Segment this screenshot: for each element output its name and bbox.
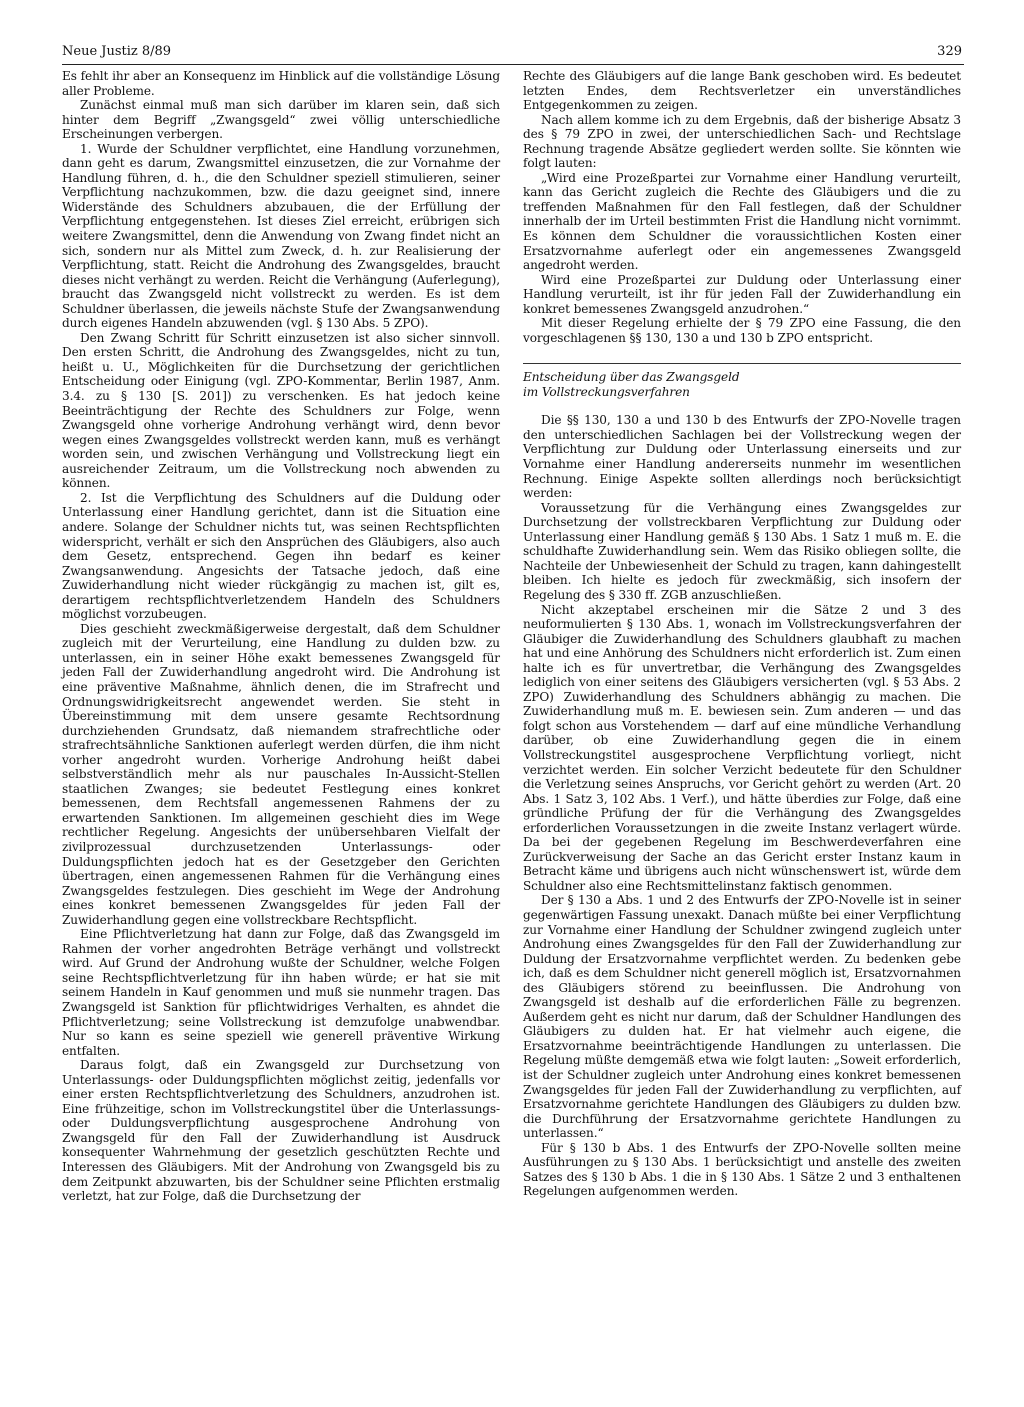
right-column <box>523 69 961 1199</box>
paragraph: Dies geschieht zweckmäßigerweise dergestalt, daß dem Schuldner zugleich mit der Verurteilung, eine Handlung zu dulden bzw. zu unterlassen, ein in seiner Höhe exakt bemessenes Zwangsgeld für jeden Fall der Zuwiderhandlung angedroht wird. Die Androhung ist eine präventive Maßnahme, ähnlich denen, die im Strafrecht und Ordnungswidrigkeitsrecht angewendet werden. Sie steht in Übereinstimmung mit dem unsere gesamte Rechtsordnung durchziehenden Grundsatz, daß niemandem strafrechtliche oder strafrechtsähnliche Sanktionen auferlegt werden dürfen, die ihm nicht vorher angedroht wurden. Vorherige Androhung heißt dabei selbstverständlich mehr als nur pauschales In-Aussicht-Stellen staatlichen Zwanges; sie bedeutet Festlegung eines konkret bemessenen, dem Rechtsfall angemessenen Rahmens der zu erwartenden Sanktionen. Im allgemeinen geschieht dies im Wege rechtlicher Regelung. Angesichts der unübersehbaren Vielfalt der zivilprozessual durchzusetzenden Unterlassungs- oder Duldungspflichten jedoch hat es der Gesetzgeber den Gerichten übertragen, einen angemessenen Rahmen für die Verhängung eines Zwangsgeldes festzulegen. Dies geschieht im Wege der Androhung eines konkret bemessenen Zwangsgeldes für jeden Fall der Zuwiderhandlung gegen eine vollstreckbare Rechtspflicht. <box>62 621 500 927</box>
paragraph: Die §§ 130, 130 a und 130 b des Entwurfs der ZPO-Novelle tragen den unterschiedlichen Sachlagen bei der Vollstreckung wegen der Verpflichtung zur Duldung oder Unterlassung einerseits und zur Vornahme einer Handlung andererseits nunmehr im wesentlichen Rechnung. Einige Aspekte sollten allerdings noch berücksichtigt werden: <box>523 413 961 501</box>
paragraph: Rechte des Gläubigers auf die lange Bank geschoben wird. Es bedeutet letzten Endes, dem Rechtsverletzer ein unverständliches Entgegenkommen zu zeigen. <box>523 69 961 113</box>
section-heading-line-1: Entscheidung über das Zwangsgeld <box>523 370 740 385</box>
paragraph: Daraus folgt, daß ein Zwangsgeld zur Durchsetzung von Unterlassungs- oder Duldungspflichten möglichst zeitig, jedenfalls vor einer ersten Rechtspflichtverletzung des Schuldners, anzudrohen ist. Eine frühzeitige, schon im Vollstreckungstitel über die Unterlassungs- oder Duldungsverpflichtung ausgesprochene Androhung von Zwangsgeld für den Fall der Zuwiderhandlung ist Ausdruck konsequenter Wahrnehmung der gesetzlich geschützten Rechte und Interessen des Gläubigers. Mit der Androhung von Zwangsgeld bis zu dem Zeitpunkt abzuwarten, bis der Schuldner seine Pflichten erstmalig verletzt, hat zur Folge, daß die Durchsetzung der <box>62 1058 500 1204</box>
paragraph: Der § 130 a Abs. 1 und 2 des Entwurfs der ZPO-Novelle ist in seiner gegenwärtigen Fassung unexakt. Danach müßte bei einer Verpflichtung zur Vornahme einer Handlung der Schuldner zwingend zugleich unter Androhung eines Zwangsgeldes für den Fall der Zuwiderhandlung zur Duldung der Ersatzvornahme verpflichtet werden. Zu bedenken gebe ich, daß es dem Schuldner nicht generell möglich ist, Ersatzvornahmen des Gläubigers störend zu beeinflussen. Die Androhung von Zwangsgeld ist deshalb auf die erforderlichen Fälle zu begrenzen. Außerdem geht es nicht nur darum, daß der Schuldner Handlungen des Gläubigers zu dulden hat. Er hat vielmehr auch eigene, die Ersatzvornahme beeinträchtigende Handlungen zu unterlassen. Die Regelung müßte demgemäß etwa wie folgt lauten: „Soweit erforderlich, ist der Schuldner zugleich unter Androhung eines konkret bemessenen Zwangsgeldes für jeden Fall der Zuwiderhandlung zu verpflichten, auf Ersatzvornahme gerichtete Handlungen des Gläubigers zu dulden bzw. die Durchführung der Ersatzvornahme gerichtete Handlungen zu unterlassen.“ <box>523 893 961 1141</box>
paragraph: Zunächst einmal muß man sich darüber im klaren sein, daß sich hinter dem Begriff „Zwangsgeld“ zwei völlig unterschiedliche Erscheinungen verbergen. <box>62 98 500 142</box>
paragraph: 2. Ist die Verpflichtung des Schuldners auf die Duldung oder Unterlassung einer Handlung gerichtet, dann ist die Situation eine andere. Solange der Schuldner nichts tut, was seinen Rechtspflichten widerspricht, verhält er sich den Ansprüchen des Gläubigers, also auch dem Gesetz, entsprechend. Gegen ihn bedarf es keiner Zwangsanwendung. Angesichts der Tatsache jedoch, daß eine Zuwiderhandlung nicht wieder rückgängig zu machen ist, gilt es, derartigem rechtspflichtverletzendem Handeln des Schuldners möglichst vorzubeugen. <box>62 490 500 622</box>
paragraph: Den Zwang Schritt für Schritt einzusetzen ist also sicher sinnvoll. Den ersten Schritt, die Androhung des Zwangsgeldes, nicht zu tun, heißt u. U., Möglichkeiten für die Durchsetzung der gerichtlichen Entscheidung oder Einigung (vgl. ZPO-Kommentar, Berlin 1987, Anm. 3.4. zu § 130 [S. 201]) zu verschenken. Es hat jedoch keine Beeinträchtigung der Rechte des Schuldners zur Folge, wenn Zwangsgeld ohne vorherige Androhung verhängt wird, denn bevor wegen eines Zwangsgeldes vollstreckt werden kann, muß es verhängt worden sein, und zwischen Verhängung und Vollstreckung liegt ein ausreichender Zeitraum, um die Vollstreckung noch abwenden zu können. <box>62 330 500 491</box>
header-rule <box>62 64 964 65</box>
paragraph: Nach allem komme ich zu dem Ergebnis, daß der bisherige Absatz 3 des § 79 ZPO in zwei, der unterschiedlichen Sach- und Rechtslage Rechnung tragende Absätze gegliedert werden sollte. Sie könnten wie folgt lauten: <box>523 112 961 171</box>
paragraph: Voraussetzung für die Verhängung eines Zwangsgeldes zur Durchsetzung der vollstreckbaren Verpflichtung zur Duldung oder Unterlassung einer Handlung gemäß § 130 Abs. 1 Satz 1 muß m. E. die schuldhafte Zuwiderhandlung sein. Wem das Risiko obliegen sollte, die Nachteile der Unbewiesenheit der Schuld zu tragen, kann dahingestellt bleiben. Ich hielte es jedoch für zweckmäßig, sich insofern der Regelung des § 330 ff. ZGB anzuschließen. <box>523 500 961 602</box>
paragraph: 1. Wurde der Schuldner verpflichtet, eine Handlung vorzunehmen, dann geht es darum, Zwangsmittel einzusetzen, die zur Vornahme der Handlung führen, d. h., die den Schuldner speziell stimulieren, seiner Verpflichtung nachzukommen, bzw. die dazu geeignet sind, innere Widerstände des Schuldners abzubauen, die der Erfüllung der Verpflichtung entgegenstehen. Ist dieses Ziel erreicht, erübrigen sich weitere Zwangsmittel, denn die Anwendung von Zwang findet nicht an sich, sondern nur als Mittel zum Zweck, d. h. zur Realisierung der Verpflichtung, statt. Reicht die Androhung des Zwangsgeldes, braucht dieses nicht verhängt zu werden. Reicht die Verhängung (Auferlegung), braucht das Zwangsgeld nicht vollstreckt zu werden. Es ist dem Schuldner überlassen, die jeweils nächste Stufe der Zwangsanwendung durch eigenes Handeln abzuwenden (vgl. § 130 Abs. 5 ZPO). <box>62 141 500 331</box>
paragraph: Eine Pflichtverletzung hat dann zur Folge, daß das Zwangsgeld im Rahmen der vorher angedrohten Beträge verhängt und vollstreckt wird. Auf Grund der Androhung wußte der Schuldner, welche Folgen seine Rechtspflichtverletzung für ihn haben würde; er hat sie mit seinem Handeln in Kauf genommen und muß sie nunmehr tragen. Das Zwangsgeld ist Sanktion für pflichtwidriges Verhalten, es ahndet die Pflichtverletzung; seine Vollstreckung ist demzufolge unabwendbar. Nur so kann es seine speziell wie generell präventive Wirkung entfalten. <box>62 927 500 1058</box>
section-divider <box>523 363 961 364</box>
paragraph: Für § 130 b Abs. 1 des Entwurfs der ZPO-Novelle sollten meine Ausführungen zu § 130 Abs. 1 berücksichtigt und anstelle des zweiten Satzes des § 130 b Abs. 1 die in § 130 Abs. 1 Sätze 2 und 3 enthaltenen Regelungen aufgenommen werden. <box>523 1140 961 1199</box>
paragraph: Mit dieser Regelung erhielte der § 79 ZPO eine Fassung, die den vorgeschlagenen §§ 130, 130 a und 130 b ZPO entspricht. <box>523 316 961 345</box>
page-number: 329 <box>937 44 962 59</box>
quote-paragraph: „Wird eine Prozeßpartei zur Vornahme einer Handlung verurteilt, kann das Gericht zugleich die Rechte des Gläubigers und die zu treffenden Maßnahmen für den Fall festlegen, daß der Schuldner innerhalb der im Urteil bestimmten Frist die Handlung nicht vornimmt. Es können dem Schuldner die voraussichtlichen Kosten einer Ersatzvornahme auferlegt oder ein angemessenes Zwangsgeld angedroht werden. <box>523 170 961 273</box>
left-column <box>62 69 500 1204</box>
quote-paragraph: Wird eine Prozeßpartei zur Duldung oder Unterlassung einer Handlung verurteilt, ist ihr für jeden Fall der Zuwiderhandlung ein konkret bemessenes Zwangsgeld anzudrohen.“ <box>523 272 961 316</box>
journal-title: Neue Justiz 8/89 <box>62 44 172 59</box>
section-heading <box>523 370 961 399</box>
section-heading-line-2: im Vollstreckungsverfahren <box>523 384 690 399</box>
paragraph: Nicht akzeptabel erscheinen mir die Sätze 2 und 3 des neuformulierten § 130 Abs. 1, wonach im Vollstreckungsverfahren der Gläubiger die Zuwiderhandlung des Schuldners glaubhaft zu machen hat und eine Anhörung des Schuldners nicht erforderlich ist. Zum einen halte ich es für unvertretbar, die Verhängung des Zwangsgeldes lediglich von einer seitens des Gläubigers versicherten (vgl. § 53 Abs. 2 ZPO) Zuwiderhandlung des Schuldners abhängig zu machen. Die Zuwiderhandlung muß m. E. bewiesen sein. Zum anderen — und das folgt schon aus Vorstehendem — darf auf eine mündliche Verhandlung darüber, ob eine Zuwiderhandlung gegen die in einem Vollstreckungstitel ausgesprochene Verpflichtung vorliegt, nicht verzichtet werden. Ein solcher Verzicht bedeutete für den Schuldner die Verletzung seines Anspruchs, vor Gericht gehört zu werden (Art. 20 Abs. 1 Satz 3, 102 Abs. 1 Verf.), und hätte überdies zur Folge, daß eine gründliche Prüfung der für die Verhängung des Zwangsgeldes erforderlichen Voraussetzungen in die zweite Instanz verlagert würde. Da bei der gegebenen Regelung im Beschwerdeverfahren eine Zurückverweisung der Sache an das Gericht erster Instanz kaum in Betracht käme und übrigens auch nicht wünschenswert ist, würde dem Schuldner also eine Rechtsmittelinstanz faktisch genommen. <box>523 602 961 893</box>
paragraph: Es fehlt ihr aber an Konsequenz im Hinblick auf die vollständige Lösung aller Probleme. <box>62 69 500 98</box>
